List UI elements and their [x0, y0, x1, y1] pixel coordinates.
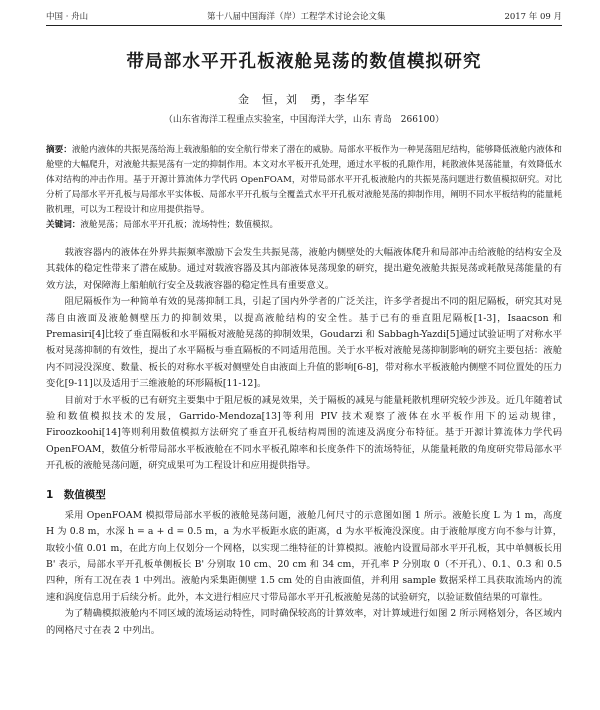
body-paragraph: 阻尼隔板作为一种简单有效的晃荡抑制工具，引起了国内外学者的广泛关注，许多学者提出不同的阻尼隔板，研究其对晃荡自由液面及液舱侧壁压力的抑制效果，以提高液舱结构的安全性。基于已有的垂直阻尼隔板[1-3]，Isaacson 和 Premasiri[4]比较了垂直隔板和水平隔板对液舱晃荡的抑制效果，Goudarzi 和 Sabbagh-Yazdi[5]通过试验证明了对称水平板对晃荡抑制的有效性，提出了水平隔板与垂直隔板的不同适用范围。关于水平板对液舱晃荡抑制影响的研究主要包括：液舱内不同浸没深度、数量、板长的对称水平板对侧壁处自由液面上升值的影响[6-8]，带对称水平板液舱内侧壁不同位置处的压力变化[9-11]以及适用于三维液舱的环形隔板[11-12]。: [46, 296, 562, 390]
affiliation: （山东省海洋工程重点实验室，中国海洋大学，山东 青岛 266100）: [163, 115, 445, 125]
running-head-proceedings: 第十八届中国海洋（岸）工程学术讨论会论文集: [207, 12, 386, 22]
keywords-text: 液舱晃荡；局部水平开孔板；流场特性；数值模拟。: [80, 220, 279, 230]
body-paragraph: 为了精确模拟液舱内不同区域的流场运动特性，同时确保较高的计算效率，对计算域进行如图 2 所示网格划分，各区域内的网格尺寸在表 2 中列出。: [46, 608, 562, 636]
keywords-label: 关键词：: [46, 220, 81, 230]
abstract: [46, 143, 562, 218]
running-head-location: 中国 · 舟山: [46, 12, 89, 22]
authors: 金 恒，刘 勇，李华军: [238, 93, 370, 106]
introduction: [46, 245, 562, 475]
section-heading: 1 数值模型: [46, 488, 106, 501]
body-paragraph: 采用 OpenFOAM 模拟带局部水平板的液舱晃荡问题，液舱几何尺寸的示意图如图 1 所示。液舱长度 L 为 1 m，高度 H 为 0.8 m，水深 h = a + d = 0.5 m，a 为水平板距水底的距离，d 为水平板淹没深度。由于液舱厚度方向不参与计算，取较小值 0.01 m，在此方向上仅划分一个网格，以实现二维特征的计算模拟。液舱内设置局部水平开孔板，其中单侧板长用 B' 表示，局部水平开孔板单侧板长 B' 分别取 10 cm、20 cm 和 34 cm，开孔率 P 分别取 0（不开孔）、0.1、0.3 和 0.5 四种，所有工况在表 1 中列出。液舱内采集距侧壁 1.5 cm 处的自由液面值，并利用 sample 数据采样工具获取流场内的流速和涡度信息用于后续分析。此外，本文进行相应尺寸带局部水平开孔板液舱晃荡的试验研究，以验证数值结果的可靠性。: [46, 509, 562, 603]
body-paragraph: 目前对于水平板的已有研究主要集中于阻尼板的减晃效果，关于隔板的减晃与能量耗散机理研究较少涉及。近几年随着试验和数值模拟技术的发展，Garrido-Mendoza[13]等利用 PIV 技术观察了液体在水平板作用下的运动规律，Firoozkoohi[14]等则利用数值模拟方法研究了垂直开孔板结构周围的流速及涡度分布特征。基于开源计算流体力学代码 OpenFOAM，数值分析带局部水平板液舱在不同水平板孔隙率和长度条件下的流场特征，从能量耗散的角度研究带局部水平开孔板的液舱晃荡问题，研究成果可为工程设计和应用提供指导。: [46, 394, 562, 472]
body-paragraph: 载液容器内的液体在外界共振频率激励下会发生共振晃荡，液舱内侧壁处的大幅液体爬升和局部冲击给液舱的结构安全及其载体的稳定性带来了潜在威胁。通过对载液容器及其内部液体晃荡现象的研究，提出避免液舱共振晃荡或耗散晃荡能量的有效方法，对保障海上船舶航行安全及载液容器的稳定性具有重要意义。: [46, 247, 562, 291]
running-head-date: 2017 年 09 月: [504, 12, 562, 22]
abstract-text: 液舱内液体的共振晃荡给海上载液船舶的安全航行带来了潜在的威胁。局部水平板作为一种晃荡阻尼结构，能够降低液舱内液体和舱壁的大幅爬升，对液舱共振晃荡有一定的抑制作用。本文对水平板开孔处理，通过水平板的孔隙作用，耗散液体晃荡能量，有效降低水体对结构的冲击作用。基于开源计算流体力学代码 OpenFOAM，对带局部水平开孔板液舱内的共振晃荡问题进行数值模拟研究。对比分析了局部水平开孔板与局部水平实体板、局部水平开孔板与全覆盖式水平开孔板对液舱晃荡的抑制作用，阐明不同水平板结构的能量耗散机理，可以为工程设计和应用提供指导。: [46, 145, 562, 215]
numerical-model-section: [46, 508, 562, 639]
keywords: [46, 218, 562, 232]
abstract-label: 摘要：: [46, 145, 72, 155]
running-head: [46, 0, 562, 26]
paper-title: 带局部水平开孔板液舱晃荡的数值模拟研究: [126, 52, 482, 72]
